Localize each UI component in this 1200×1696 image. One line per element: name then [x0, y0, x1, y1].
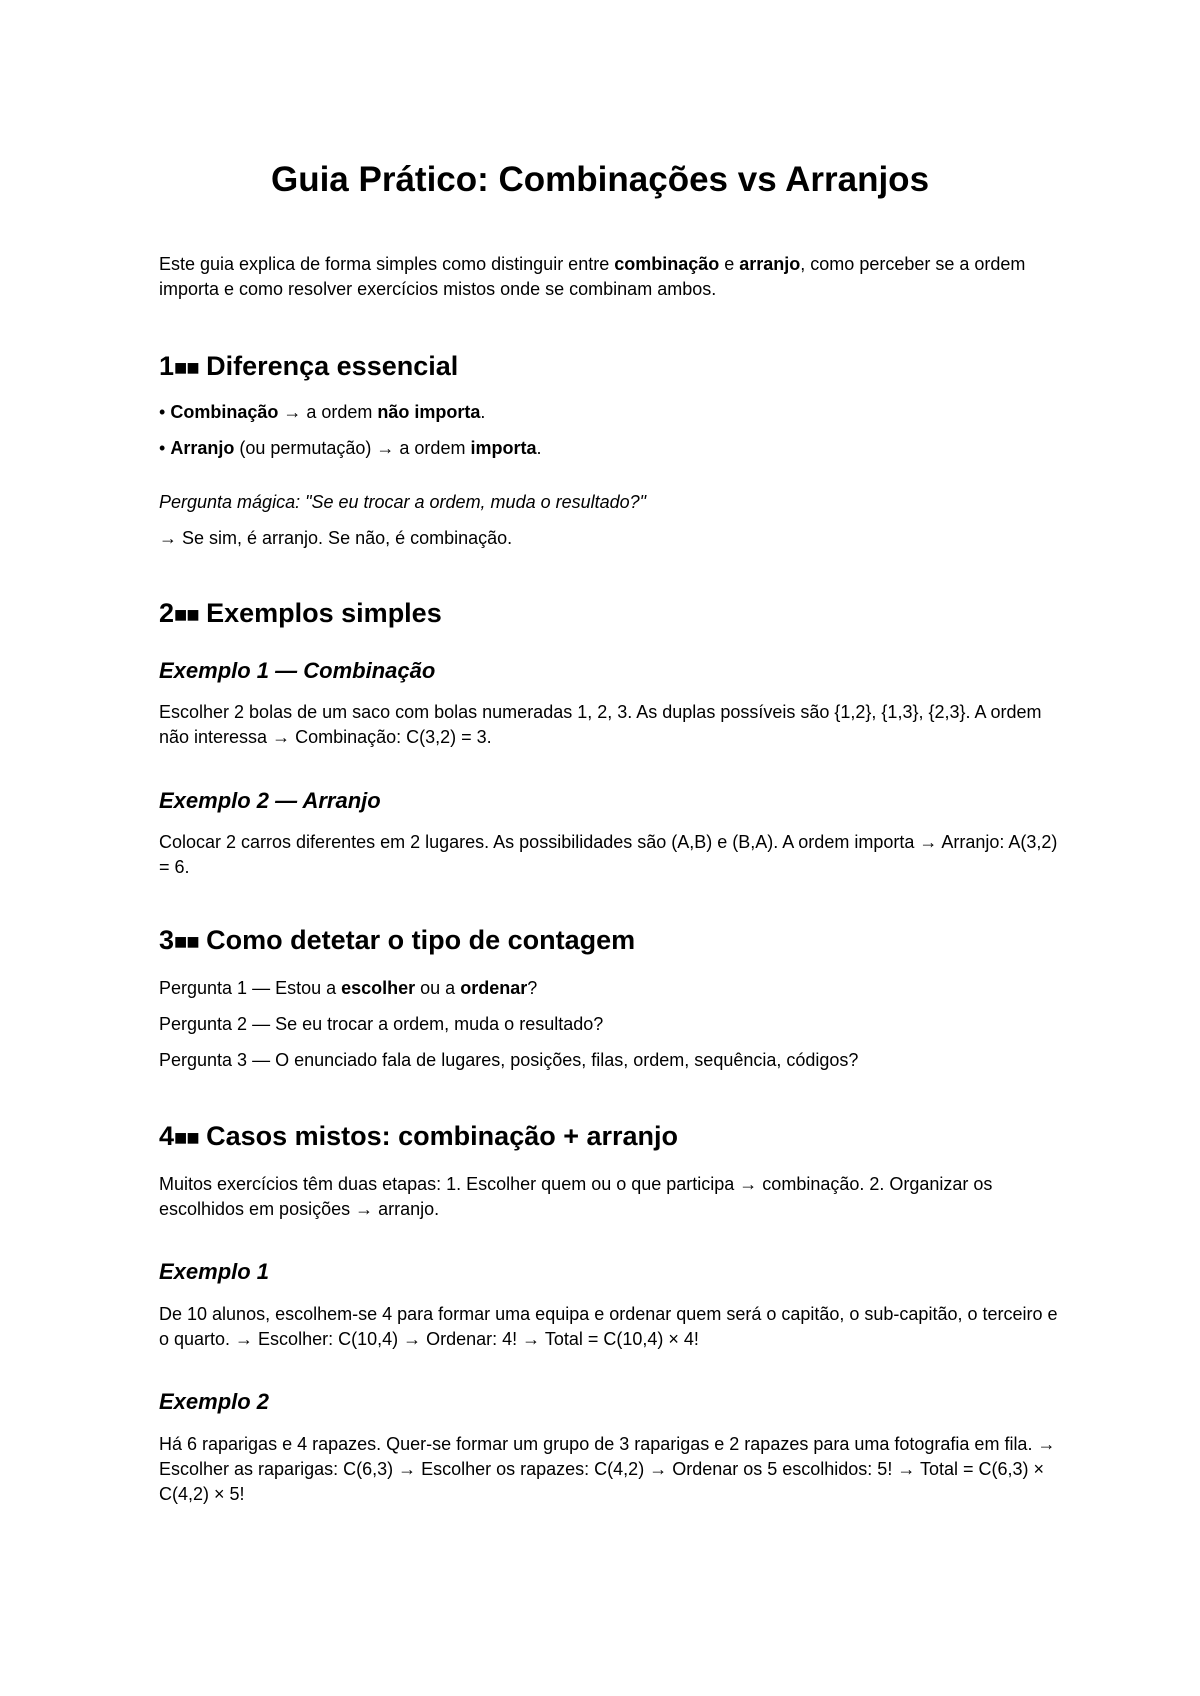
mixed-intro: Muitos exercícios têm duas etapas: 1. Escolher quem ou o que participa → combinação. 2. Organizar os escolhidos em posições → arranjo. [159, 1174, 993, 1219]
section-title: Exemplos simples [198, 598, 442, 628]
section-title: Diferença essencial [198, 351, 459, 381]
intro-text-1: Este guia explica de forma simples como distinguir entre [159, 254, 615, 274]
section-title: Casos mistos: combinação + arranjo [198, 1121, 679, 1151]
example-1-title: Exemplo 1 — Combinação [159, 658, 436, 683]
example-1-text: Escolher 2 bolas de um saco com bolas numeradas 1, 2, 3. As duplas possíveis são {1,2}, {1,3}, {2,3}. A ordem não interessa → Combinação: C(3,2) = 3. [159, 702, 1042, 747]
magic-answer: → Se sim, é arranjo. Se não, é combinação. [159, 528, 513, 548]
bold-term: Arranjo [170, 438, 235, 458]
square-glyphs: ■■ [174, 1125, 199, 1150]
question-text: Pergunta 1 — Estou a [159, 978, 342, 998]
square-glyphs: ■■ [174, 355, 199, 380]
mixed-example-2-text: Há 6 raparigas e 4 rapazes. Quer-se formar um grupo de 3 raparigas e 2 rapazes para uma fotografia em fila. → Escolher as raparigas: C(6,3) → Escolher os rapazes: C(4,2) → Ordenar os 5 escolhidos: 5! → Total = C(6,3) × C(4,2) × 5! [159, 1434, 1056, 1504]
bullet-glyph: • [159, 402, 166, 422]
question-3: Pergunta 3 — O enunciado fala de lugares, posições, filas, ordem, sequência, códigos? [159, 1050, 859, 1070]
section-2-heading [159, 598, 442, 629]
section-1-heading [159, 351, 458, 382]
bullet-text: . [536, 438, 542, 458]
magic-question: Pergunta mágica: "Se eu trocar a ordem, muda o resultado?" [159, 492, 647, 512]
bullet-arranjo [159, 436, 1059, 461]
example-2-text: Colocar 2 carros diferentes em 2 lugares. As possibilidades são (A,B) e (B,A). A ordem importa → Arranjo: A(3,2) = 6. [159, 832, 1058, 877]
bullet-text: (ou permutação) → a ordem [234, 438, 471, 458]
example-2-title: Exemplo 2 — Arranjo [159, 788, 381, 813]
intro-bold-arranjo: arranjo [739, 254, 801, 274]
section-number: 2 [159, 598, 175, 628]
intro-text-2: e [719, 254, 740, 274]
section-number: 1 [159, 351, 175, 381]
intro-paragraph [159, 252, 1059, 302]
question-1 [159, 976, 1059, 1001]
bullet-text: . [480, 402, 486, 422]
section-4-heading [159, 1121, 678, 1152]
section-number: 3 [159, 925, 175, 955]
bullet-text: → a ordem [278, 402, 378, 422]
intro-text-3: , como perceber se a ordem importa e como resolver exercícios mistos onde se combinam ambos. [159, 254, 1026, 299]
question-text: ? [527, 978, 538, 998]
section-title: Como detetar o tipo de contagem [198, 925, 636, 955]
bold-term: importa [470, 438, 537, 458]
question-2: Pergunta 2 — Se eu trocar a ordem, muda o resultado? [159, 1014, 604, 1034]
mixed-example-2-title: Exemplo 2 [159, 1389, 270, 1414]
bold-term: Combinação [170, 402, 279, 422]
mixed-example-1-text: De 10 alunos, escolhem-se 4 para formar uma equipa e ordenar quem será o capitão, o sub-capitão, o terceiro e o quarto. → Escolher: C(10,4) → Ordenar: 4! → Total = C(10,4) × 4! [159, 1304, 1058, 1349]
question-text: ou a [415, 978, 461, 998]
bold-term: ordenar [460, 978, 528, 998]
square-glyphs: ■■ [174, 602, 199, 627]
bold-term: não importa [377, 402, 481, 422]
section-3-heading [159, 925, 635, 956]
square-glyphs: ■■ [174, 929, 199, 954]
bullet-glyph: • [159, 438, 166, 458]
bullet-combinacao [159, 400, 1059, 425]
mixed-example-1-title: Exemplo 1 [159, 1259, 270, 1284]
bold-term: escolher [341, 978, 416, 998]
page-title: Guia Prático: Combinações vs Arranjos [270, 160, 930, 199]
section-number: 4 [159, 1121, 175, 1151]
intro-bold-combinacao: combinação [614, 254, 720, 274]
